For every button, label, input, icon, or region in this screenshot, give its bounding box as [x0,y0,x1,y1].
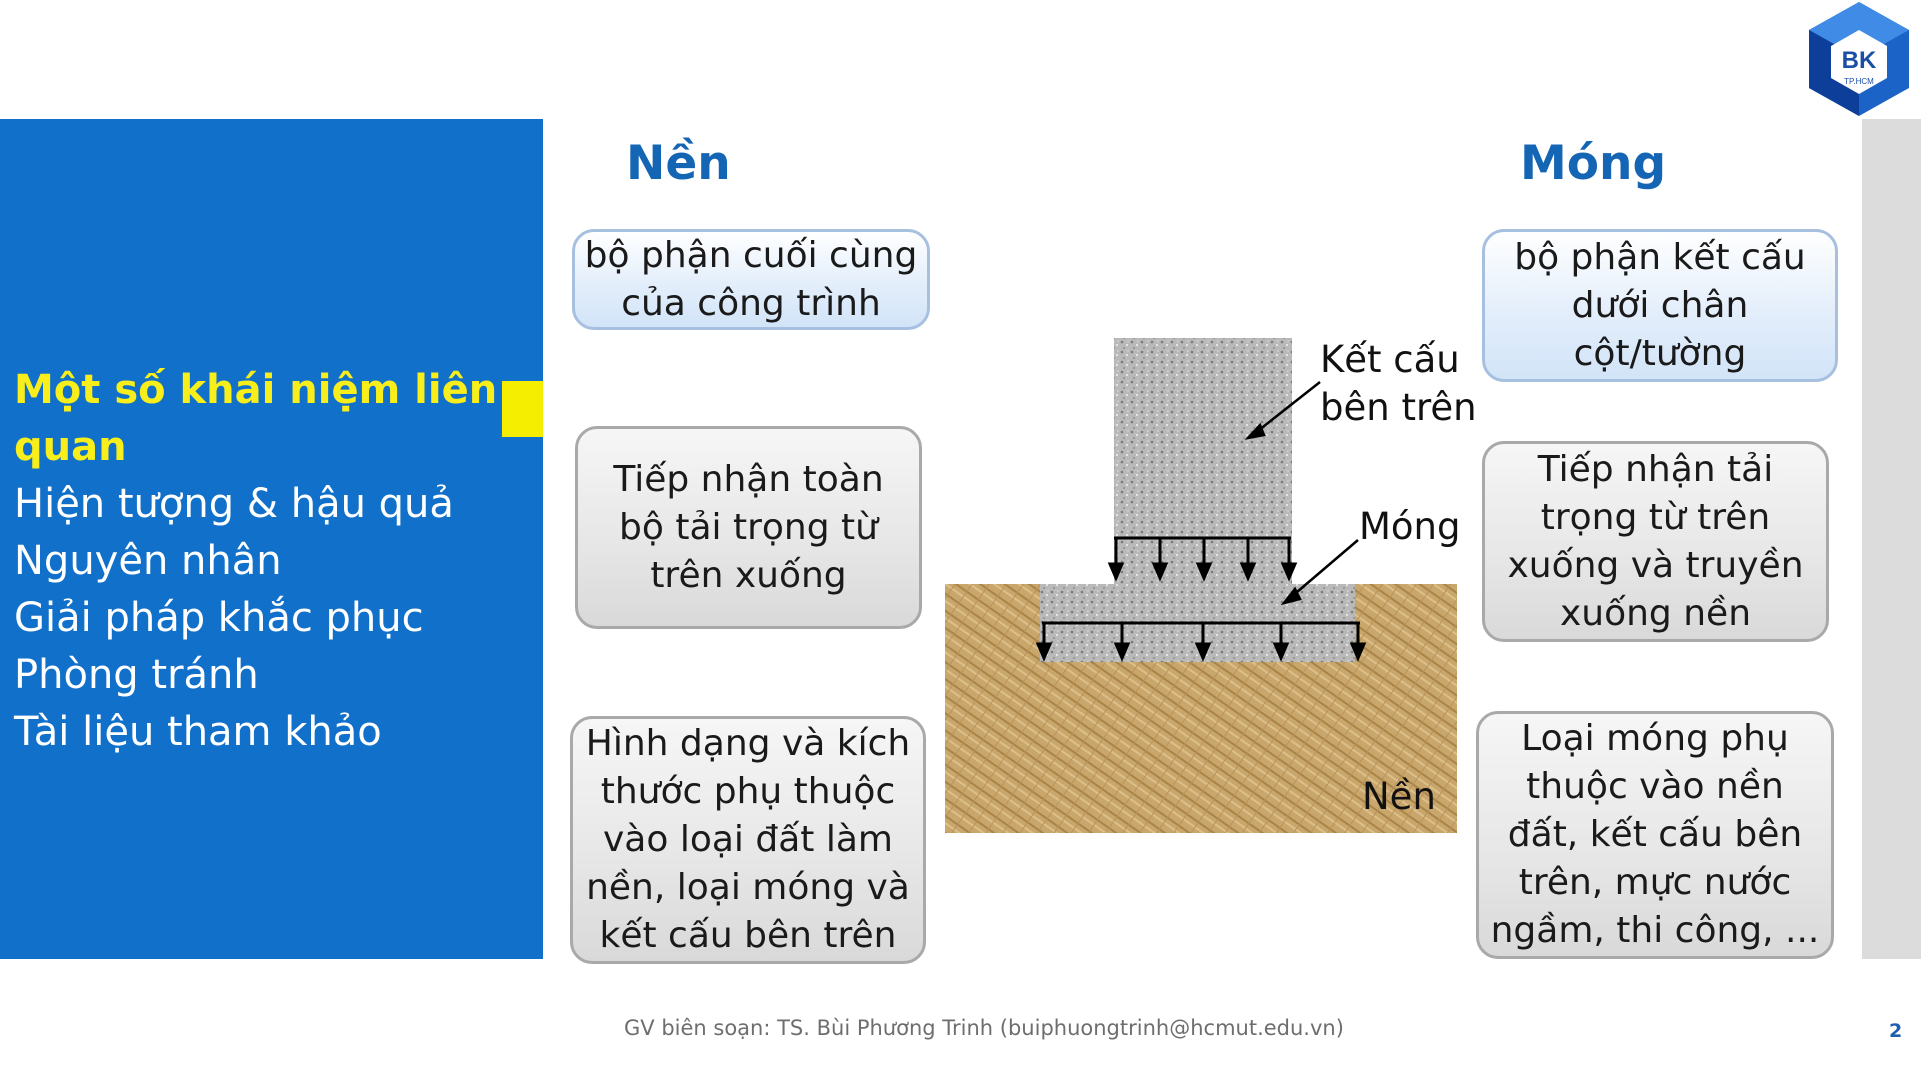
nen-shape-box: Hình dạng và kích thước phụ thuộc vào loại đất làm nền, loại móng và kết cấu bên trên [570,716,926,964]
label-soil: Nền [1362,775,1436,818]
svg-text:BK: BK [1841,47,1877,74]
heading-mong: Móng [1520,136,1667,191]
sidebar-item-nguyen-nhan[interactable]: Nguyên nhân [14,538,282,584]
heading-nen: Nền [626,136,731,191]
label-foundation: Móng [1359,505,1461,548]
page-number: 2 [1889,1020,1903,1042]
svg-text:TP.HCM: TP.HCM [1844,77,1874,86]
bk-logo [1797,0,1921,118]
mong-type-box: Loại móng phụ thuộc vào nền đất, kết cấu bên trên, mực nước ngầm, thi công, ... [1476,711,1834,959]
sidebar-item-giai-phap[interactable]: Giải pháp khắc phục [14,595,424,641]
footer-credit: GV biên soạn: TS. Bùi Phương Trinh (buiphuongtrinh@hcmut.edu.vn) [624,1016,1344,1040]
nen-definition-box: bộ phận cuối cùng của công trình [572,229,930,330]
mong-definition-box: bộ phận kết cấu dưới chân cột/tường [1482,229,1838,382]
sidebar-item-phong-tranh[interactable]: Phòng tránh [14,652,259,698]
column-block [1114,338,1292,508]
nen-load-box: Tiếp nhận toàn bộ tải trọng từ trên xuống [575,426,922,629]
sidebar-nav [14,362,534,761]
mong-load-box: Tiếp nhận tải trọng từ trên xuống và truyền xuống nền [1482,441,1829,642]
sidebar-item-khai-niem[interactable]: Một số khái niệm liên [14,367,498,413]
sidebar-item-khai-niem-cont[interactable]: quan [14,424,127,470]
sidebar-item-hien-tuong[interactable]: Hiện tượng & hậu quả [14,481,454,527]
label-superstructure: Kết cấu bên trên [1320,338,1477,429]
sidebar-item-tai-lieu[interactable]: Tài liệu tham khảo [14,709,382,755]
right-side-bar [1862,119,1921,959]
